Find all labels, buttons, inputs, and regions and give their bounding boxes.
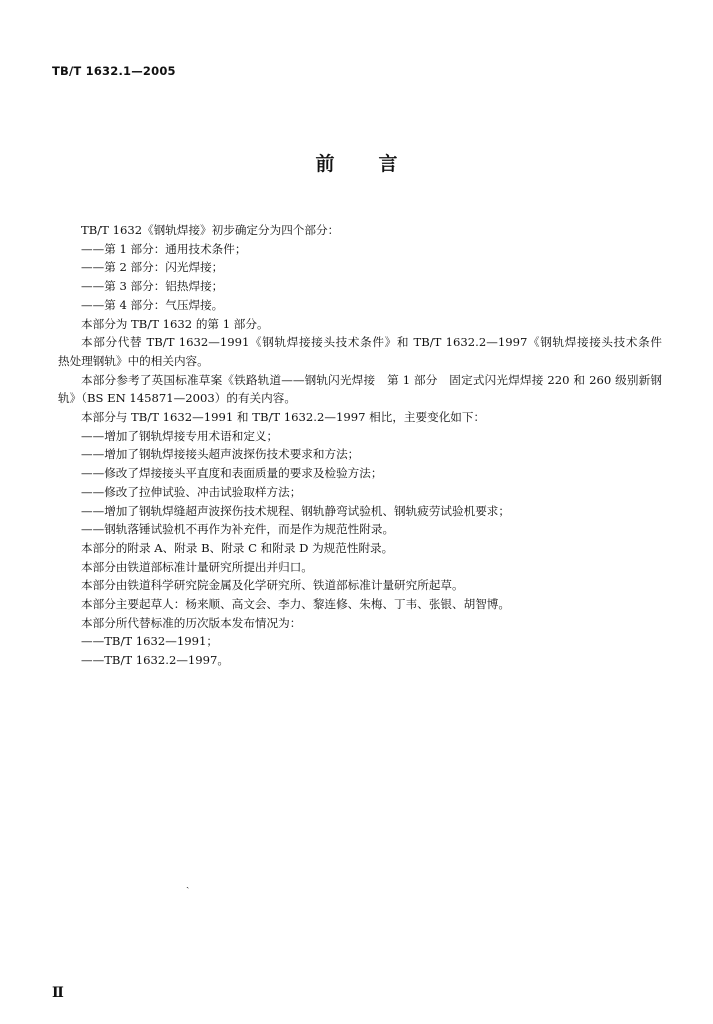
- list-item: ——第 3 部分：铝热焊接；: [81, 279, 224, 294]
- list-item: ——增加了钢轨焊接接头超声波探伤技术要求和方法；: [81, 447, 360, 462]
- paragraph: 本部分为 TB/T 1632 的第 1 部分。: [81, 316, 269, 331]
- paragraph: 本部分由铁道科学研究院金属及化学研究所、铁道部标准计量研究所起草。: [81, 578, 464, 593]
- list-item: ——TB/T 1632.2—1997。: [81, 653, 230, 668]
- paragraph: 本部分代替 TB/T 1632—1991《钢轨焊接接头技术条件》和 TB/T 1632.2—1997《钢轨焊接接头技术条件 热处理钢轨》中的相关内容。: [58, 335, 674, 368]
- paragraph: TB/T 1632《钢轨焊接》初步确定分为四个部分：: [81, 223, 340, 237]
- foreword-body: [58, 221, 674, 670]
- stray-mark: ˎ: [186, 878, 190, 889]
- list-item: ——钢轨落锤试验机不再作为补充件，而是作为规范性附录。: [81, 522, 395, 537]
- paragraph: 本部分与 TB/T 1632—1991 和 TB/T 1632.2—1997 相比，主要变化如下：: [81, 410, 486, 425]
- list-item: ——增加了钢轨焊接专用术语和定义；: [81, 428, 279, 443]
- standard-number-header: TB/T 1632.1—2005: [52, 64, 176, 78]
- paragraph: 本部分由铁道部标准计量研究所提出并归口。: [81, 559, 313, 574]
- page-title: 前言: [315, 153, 442, 175]
- list-item: ——第 4 部分：气压焊接。: [81, 297, 224, 312]
- list-item: ——第 2 部分：闪光焊接；: [81, 260, 224, 275]
- list-item: ——第 1 部分：通用技术条件；: [81, 241, 247, 256]
- paragraph: 本部分所代替标准的历次版本发布情况为：: [81, 615, 302, 630]
- list-item: ——TB/T 1632—1991；: [81, 634, 218, 649]
- list-item: ——修改了拉伸试验、冲击试验取样方法；: [81, 484, 302, 499]
- paragraph: 本部分的附录 A、附录 B、附录 C 和附录 D 为规范性附录。: [81, 540, 394, 555]
- page-number: Ⅱ: [52, 985, 64, 1001]
- list-item: ——增加了钢轨焊缝超声波探伤技术规程、钢轨静弯试验机、钢轨疲劳试验机要求；: [81, 503, 510, 518]
- paragraph: 本部分主要起草人：杨来顺、高文会、李力、黎连修、朱梅、丁韦、张银、胡智博。: [81, 597, 510, 612]
- list-item: ——修改了焊接接头平直度和表面质量的要求及检验方法；: [81, 466, 383, 481]
- paragraph: 本部分参考了英国标准草案《铁路轨道——钢轨闪光焊接 第 1 部分 固定式闪光焊焊接 220 和 260 级别新钢轨》（BS EN 145871—2003）的有关内容。: [58, 372, 662, 406]
